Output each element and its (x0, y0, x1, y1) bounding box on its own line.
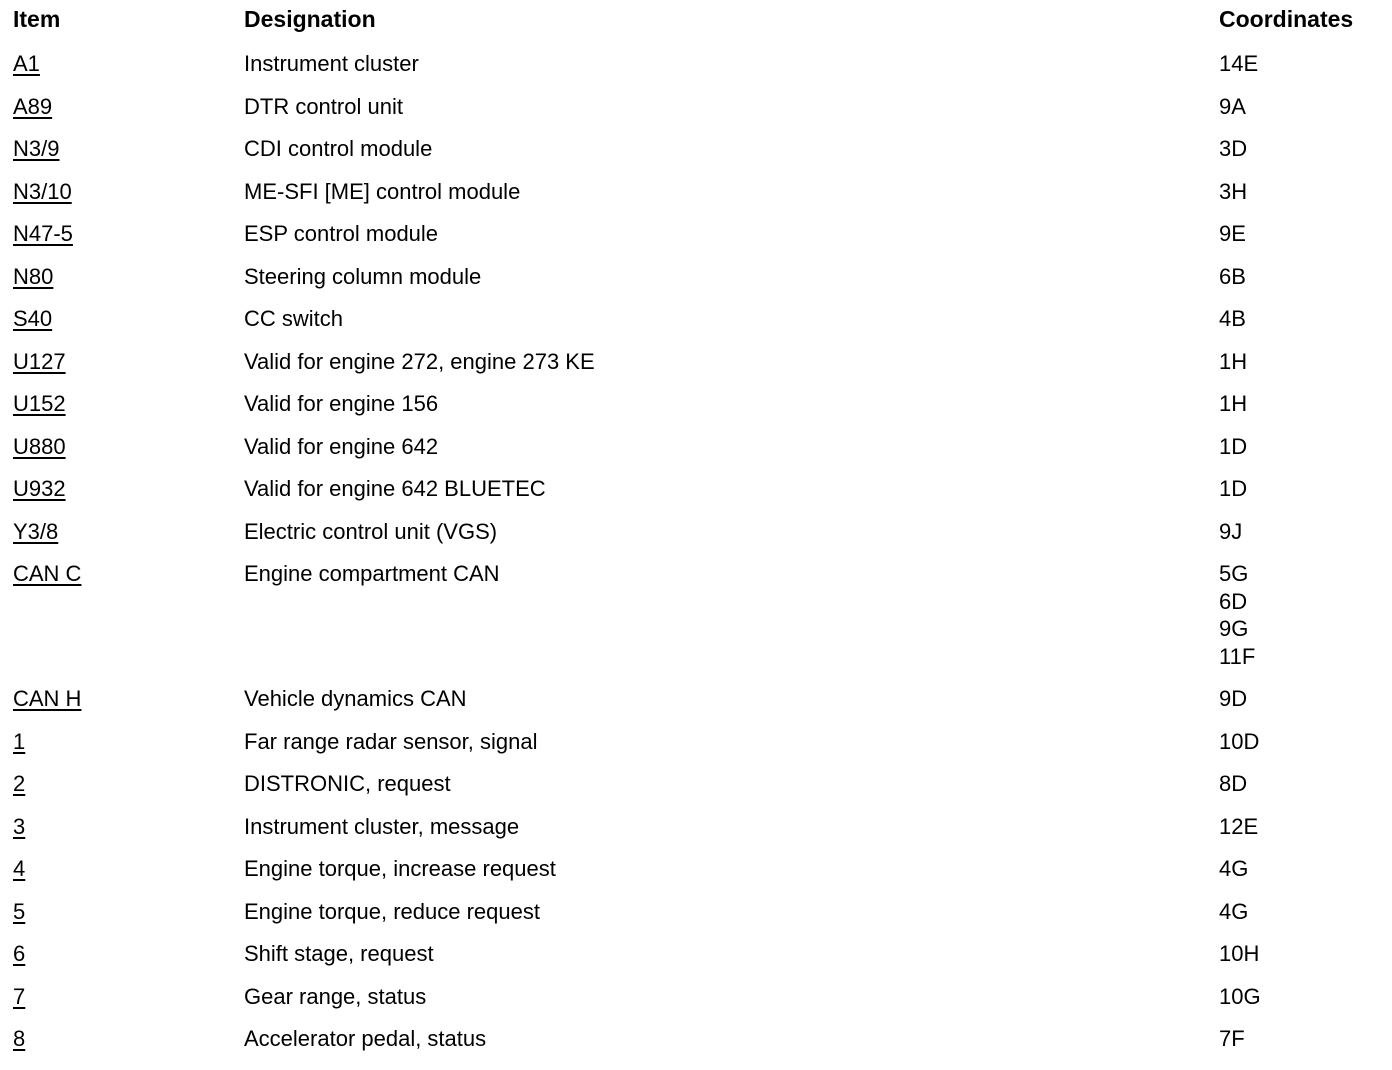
table-row (0, 261, 1392, 304)
item-cell (13, 813, 25, 841)
designation-cell: Valid for engine 272, engine 273 KE (244, 348, 595, 374)
coordinate-value: 3H (1219, 178, 1248, 204)
item-link[interactable]: 5 (13, 898, 26, 924)
coordinate-value: 9J (1219, 518, 1243, 544)
coordinate-value: 10H (1219, 941, 1260, 966)
header-item: Item (13, 6, 61, 32)
item-link[interactable]: U127 (13, 348, 66, 374)
table-row (0, 48, 1392, 91)
table-row (0, 176, 1392, 219)
item-cell (13, 560, 81, 588)
table-body (0, 48, 1392, 1066)
table-row (0, 768, 1392, 811)
coordinates-cell (1219, 135, 1247, 163)
table-row (0, 516, 1392, 559)
table-row (0, 896, 1392, 939)
coordinates-cell (1219, 93, 1246, 121)
designation-cell: Engine torque, increase request (244, 856, 556, 881)
table-row (0, 473, 1392, 516)
item-link[interactable]: N3/10 (13, 178, 72, 204)
item-link[interactable]: U152 (13, 391, 66, 416)
coordinate-value: 4G (1219, 898, 1249, 924)
item-link[interactable]: S40 (13, 306, 53, 331)
coordinate-value: 9D (1219, 686, 1248, 711)
table-row (0, 346, 1392, 389)
coordinate-value: 1D (1219, 433, 1248, 459)
table-row (0, 853, 1392, 896)
item-link[interactable]: U932 (13, 476, 66, 501)
designation-cell: CC switch (244, 306, 344, 331)
coordinates-cell (1219, 518, 1242, 546)
item-link[interactable]: 2 (13, 771, 26, 796)
coordinate-value: 9A (1219, 93, 1246, 119)
coordinates-cell (1219, 178, 1247, 206)
table-row (0, 218, 1392, 261)
table-row (0, 726, 1392, 769)
table-row (0, 388, 1392, 431)
coordinates-cell (1219, 220, 1246, 248)
item-link[interactable]: CAN C (13, 561, 82, 586)
designation-cell: CDI control module (244, 136, 433, 161)
coordinates-cell (1219, 390, 1247, 418)
coordinates-cell (1219, 433, 1247, 461)
item-link[interactable]: 4 (13, 856, 26, 881)
coordinates-cell (1219, 728, 1259, 756)
item-cell (13, 940, 25, 968)
coordinates-cell (1219, 348, 1247, 376)
coordinates-cell (1219, 50, 1258, 78)
item-cell (13, 475, 66, 503)
coordinate-value: 6D (1219, 588, 1248, 614)
item-link[interactable]: U880 (13, 433, 66, 459)
table-row (0, 811, 1392, 854)
item-cell (13, 178, 72, 206)
item-cell (13, 855, 25, 883)
table-row (0, 431, 1392, 474)
coordinate-value: 12E (1219, 813, 1259, 839)
coordinate-value: 9E (1219, 221, 1246, 246)
designation-cell: Engine torque, reduce request (244, 898, 540, 924)
designation-cell: Shift stage, request (244, 941, 434, 966)
item-link[interactable]: N47-5 (13, 221, 73, 246)
coordinate-value: 4B (1219, 306, 1246, 331)
table-row (0, 1023, 1392, 1066)
item-cell (13, 983, 25, 1011)
table-row (0, 91, 1392, 134)
header-coordinates: Coordinates (1219, 6, 1354, 32)
designation-cell: Instrument cluster (244, 51, 419, 76)
item-cell (13, 135, 59, 163)
table-row (0, 303, 1392, 346)
item-cell (13, 770, 25, 798)
designation-cell: DISTRONIC, request (244, 771, 451, 796)
designation-cell: ME-SFI [ME] control module (244, 178, 521, 204)
designation-cell: Valid for engine 642 BLUETEC (244, 476, 546, 501)
coordinates-cell (1219, 263, 1246, 291)
coordinate-value: 1D (1219, 476, 1248, 501)
item-cell (13, 728, 25, 756)
item-cell (13, 518, 58, 546)
coordinates-cell (1219, 898, 1248, 926)
item-cell (13, 93, 52, 121)
item-link[interactable]: 7 (13, 983, 26, 1009)
coordinates-cell (1219, 305, 1246, 333)
designation-cell: Steering column module (244, 263, 482, 289)
coordinates-cell (1219, 983, 1261, 1011)
item-link[interactable]: N80 (13, 263, 54, 289)
coordinate-value: 10G (1219, 983, 1261, 1009)
designation-cell: Electric control unit (VGS) (244, 518, 498, 544)
coordinates-cell (1219, 560, 1255, 670)
item-cell (13, 898, 25, 926)
header-designation: Designation (244, 6, 376, 32)
item-cell (13, 305, 52, 333)
item-link[interactable]: 6 (13, 941, 26, 966)
coordinate-value: 14E (1219, 51, 1259, 76)
coordinates-cell (1219, 813, 1258, 841)
table-header (0, 0, 1392, 44)
item-cell (13, 348, 66, 376)
item-link[interactable]: CAN H (13, 686, 82, 711)
coordinate-value: 5G (1219, 561, 1249, 586)
coordinate-value: 6B (1219, 263, 1246, 289)
designation-cell: Far range radar sensor, signal (244, 728, 538, 754)
designation-cell: Instrument cluster, message (244, 813, 520, 839)
coordinates-cell (1219, 475, 1247, 503)
table-row (0, 938, 1392, 981)
coordinate-value: 3D (1219, 136, 1248, 161)
coordinate-value: 1H (1219, 391, 1248, 416)
item-link[interactable]: 1 (13, 728, 26, 754)
coordinates-cell (1219, 685, 1247, 713)
coordinates-cell (1219, 770, 1247, 798)
item-cell (13, 433, 66, 461)
item-cell (13, 220, 73, 248)
item-link[interactable]: Y3/8 (13, 518, 59, 544)
coordinates-cell (1219, 940, 1259, 968)
designation-cell: DTR control unit (244, 93, 403, 119)
designation-cell: Accelerator pedal, status (244, 1026, 487, 1051)
item-link[interactable]: 3 (13, 813, 26, 839)
item-cell (13, 1025, 25, 1053)
item-link[interactable]: N3/9 (13, 136, 60, 161)
coordinate-value: 8D (1219, 771, 1248, 796)
item-link[interactable]: A1 (13, 51, 40, 76)
table-row (0, 981, 1392, 1024)
table-row (0, 133, 1392, 176)
item-cell (13, 390, 66, 418)
designation-cell: Engine compartment CAN (244, 561, 500, 586)
designation-cell: Valid for engine 642 (244, 433, 439, 459)
designation-cell: Valid for engine 156 (244, 391, 439, 416)
designation-cell: ESP control module (244, 221, 439, 246)
coordinates-cell (1219, 855, 1248, 883)
table-row (0, 683, 1392, 726)
item-cell (13, 263, 53, 291)
coordinates-cell (1219, 1025, 1245, 1053)
item-link[interactable]: 8 (13, 1026, 26, 1051)
table-row (0, 558, 1392, 683)
coordinate-value: 10D (1219, 728, 1260, 754)
coordinate-value: 11F (1219, 643, 1256, 669)
item-cell (13, 50, 40, 78)
item-link[interactable]: A89 (13, 93, 53, 119)
item-cell (13, 685, 81, 713)
coordinate-value: 4G (1219, 856, 1249, 881)
coordinate-value: 9G (1219, 616, 1249, 641)
designation-cell: Gear range, status (244, 983, 427, 1009)
coordinate-value: 7F (1219, 1026, 1245, 1051)
designation-cell: Vehicle dynamics CAN (244, 686, 467, 711)
coordinate-value: 1H (1219, 348, 1248, 374)
